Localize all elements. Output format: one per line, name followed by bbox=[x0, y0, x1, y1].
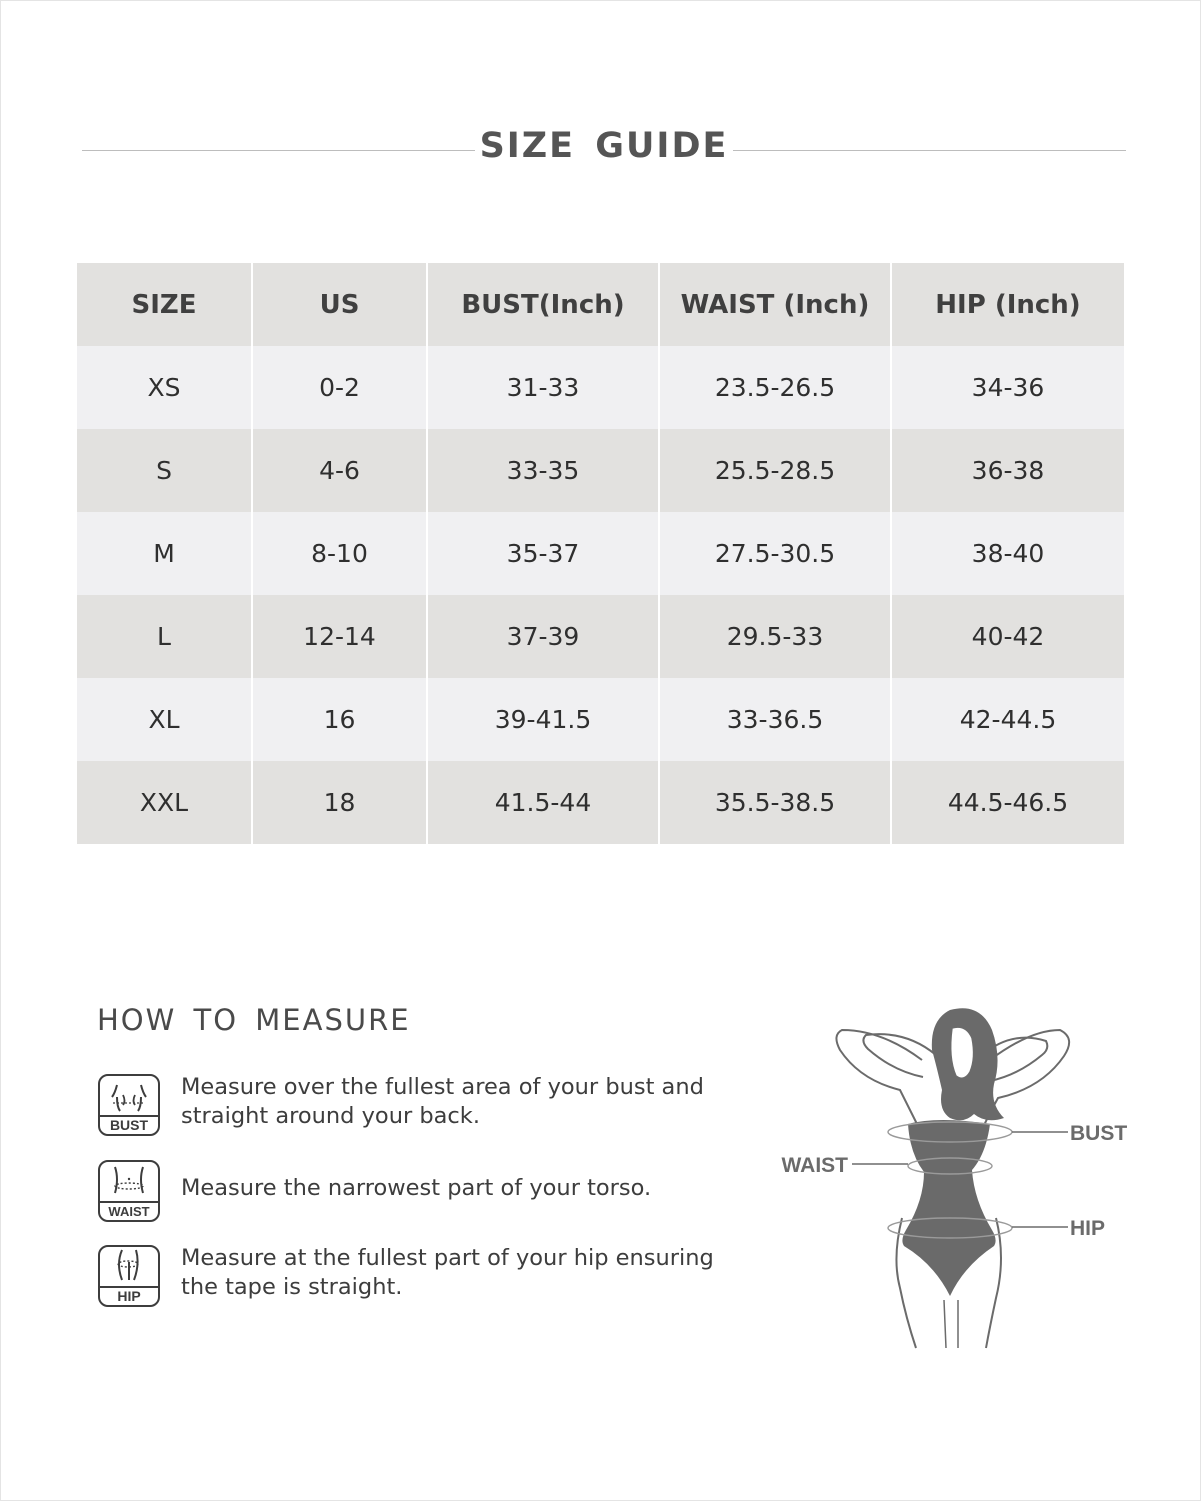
size-guide-header bbox=[82, 118, 1126, 178]
cell-waist: 35.5-38.5 bbox=[659, 761, 891, 844]
cell-us: 16 bbox=[252, 678, 427, 761]
cell-bust: 39-41.5 bbox=[427, 678, 659, 761]
cell-us: 4-6 bbox=[252, 429, 427, 512]
hip-instruction bbox=[181, 1244, 714, 1302]
cell-us: 12-14 bbox=[252, 595, 427, 678]
how-to-measure-title: HOW TO MEASURE bbox=[97, 1003, 411, 1037]
cell-size: S bbox=[77, 429, 252, 512]
cell-bust: 33-35 bbox=[427, 429, 659, 512]
table-row bbox=[77, 761, 1124, 844]
cell-bust: 41.5-44 bbox=[427, 761, 659, 844]
cell-us: 0-2 bbox=[252, 346, 427, 429]
header-bust: BUST(Inch) bbox=[427, 263, 659, 346]
cell-waist: 25.5-28.5 bbox=[659, 429, 891, 512]
header-waist: WAIST (Inch) bbox=[659, 263, 891, 346]
cell-waist: 33-36.5 bbox=[659, 678, 891, 761]
svg-text:WAIST: WAIST bbox=[108, 1204, 150, 1219]
bodysuit-shape bbox=[902, 1120, 995, 1296]
bust-icon bbox=[97, 1073, 161, 1137]
cell-size: L bbox=[77, 595, 252, 678]
table-row bbox=[77, 678, 1124, 761]
cell-us: 8-10 bbox=[252, 512, 427, 595]
table-row bbox=[77, 512, 1124, 595]
cell-hip: 36-38 bbox=[891, 429, 1124, 512]
table-row bbox=[77, 429, 1124, 512]
header-us: US bbox=[252, 263, 427, 346]
waist-label: WAIST bbox=[781, 1154, 848, 1177]
waist-instruction: Measure the narrowest part of your torso. bbox=[181, 1175, 652, 1201]
body-measurement-figure bbox=[760, 1000, 1160, 1360]
cell-size: XS bbox=[77, 346, 252, 429]
cell-hip: 34-36 bbox=[891, 346, 1124, 429]
table-row bbox=[77, 346, 1124, 429]
header-hip: HIP (Inch) bbox=[891, 263, 1124, 346]
page-title: SIZE GUIDE bbox=[479, 126, 729, 166]
hip-icon bbox=[97, 1244, 161, 1308]
cell-size: XL bbox=[77, 678, 252, 761]
table-header-row bbox=[77, 263, 1124, 346]
bust-instruction-line: Measure over the fullest area of your bust and bbox=[181, 1074, 704, 1100]
hip-instruction-line: Measure at the fullest part of your hip ensuring bbox=[181, 1245, 714, 1271]
hip-instruction-line: the tape is straight. bbox=[181, 1274, 403, 1300]
cell-hip: 42-44.5 bbox=[891, 678, 1124, 761]
cell-bust: 35-37 bbox=[427, 512, 659, 595]
cell-waist: 29.5-33 bbox=[659, 595, 891, 678]
cell-hip: 38-40 bbox=[891, 512, 1124, 595]
cell-us: 18 bbox=[252, 761, 427, 844]
bust-label: BUST bbox=[1070, 1122, 1128, 1145]
hip-label: HIP bbox=[1070, 1217, 1106, 1240]
cell-size: M bbox=[77, 512, 252, 595]
cell-hip: 44.5-46.5 bbox=[891, 761, 1124, 844]
waist-icon bbox=[97, 1159, 161, 1223]
bust-instruction-line: straight around your back. bbox=[181, 1103, 480, 1129]
cell-size: XXL bbox=[77, 761, 252, 844]
title-divider-right bbox=[733, 150, 1126, 151]
cell-hip: 40-42 bbox=[891, 595, 1124, 678]
title-divider-left bbox=[82, 150, 475, 151]
svg-text:HIP: HIP bbox=[117, 1288, 141, 1304]
header-size: SIZE bbox=[77, 263, 252, 346]
table-row bbox=[77, 595, 1124, 678]
bust-instruction bbox=[181, 1073, 704, 1131]
cell-waist: 27.5-30.5 bbox=[659, 512, 891, 595]
size-table bbox=[77, 263, 1124, 844]
cell-waist: 23.5-26.5 bbox=[659, 346, 891, 429]
cell-bust: 37-39 bbox=[427, 595, 659, 678]
cell-bust: 31-33 bbox=[427, 346, 659, 429]
svg-text:BUST: BUST bbox=[109, 1117, 149, 1133]
